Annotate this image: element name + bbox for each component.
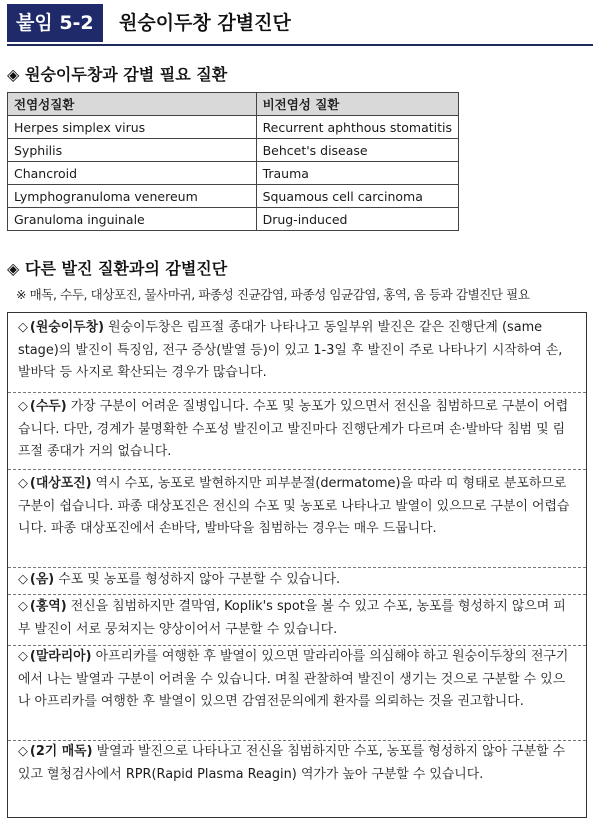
hollow-diamond-icon: ◇ <box>18 476 28 491</box>
list-item <box>18 646 576 714</box>
list-item <box>18 596 576 641</box>
item-text: 가장 구분이 어려운 질병입니다. 수포 및 농포가 있으면서 전신을 침범하므로 구분이 어렵습니다. 다만, 경계가 불명확한 수포성 발진이고 발진마다 진행단계가 다르며 손·발바닥 침범 및 림프절 종대가 거의 없습니다. <box>18 399 569 460</box>
item-term: (홍역) <box>29 599 67 614</box>
item-text: 원숭이두창은 림프절 종대가 나타나고 동일부위 발진은 같은 진행단계 (same stage)의 발진이 특징임, 전구 증상(발열 등)이 있고 1-3일 후 발진이 주로 나타나기 시작하여 손, 발바닥 등 사지로 확산되는 경우가 많습니다. <box>18 320 563 381</box>
item-term: (2기 매독) <box>29 744 93 759</box>
hollow-diamond-icon: ◇ <box>18 649 28 664</box>
item-text: 발열과 발진으로 나타나고 전신을 침범하지만 수포, 농포를 형성하지 않아 구분할 수 있고 혈청검사에서 RPR(Rapid Plasma Reagin) 역가가 높아 구분할 수 있습니다. <box>18 744 566 782</box>
section1-heading-text: 원숭이두창과 감별 필요 질환 <box>25 65 228 84</box>
diamond-marker-icon: ◈ <box>7 65 20 84</box>
list-item <box>18 741 576 786</box>
table-cell: Lymphogranuloma venereum <box>8 185 257 208</box>
hollow-diamond-icon: ◇ <box>18 744 28 759</box>
table-cell: Drug-induced <box>256 208 458 231</box>
table-row <box>8 116 459 139</box>
divider <box>8 567 586 568</box>
section1-heading <box>7 62 227 85</box>
diamond-marker-icon: ◈ <box>7 259 20 278</box>
table-cell: Herpes simplex virus <box>8 116 257 139</box>
item-text: 역시 수포, 농포로 발현하지만 피부분절(dermatome)을 따라 띠 형태로 분포하므로 구분이 쉽습니다. 파종 대상포진은 전신의 수포 및 농포로 나타나고 발열이 있으므로 구분이 어렵습니다. 파종 대상포진에서 손바닥, 발바닥을 침범하는 경우는 매우 드뭅니다. <box>18 476 570 537</box>
table-cell: Chancroid <box>8 162 257 185</box>
hollow-diamond-icon: ◇ <box>18 572 28 587</box>
list-item <box>18 569 576 592</box>
differential-description-box <box>7 312 587 818</box>
column-header-infectious: 전염성질환 <box>8 93 257 116</box>
table-cell: Recurrent aphthous stomatitis <box>256 116 458 139</box>
table-cell: Granuloma inguinale <box>8 208 257 231</box>
hollow-diamond-icon: ◇ <box>18 320 28 335</box>
page-title: 원숭이두창 감별진단 <box>119 12 291 34</box>
item-term: (말라리아) <box>29 649 92 664</box>
hollow-diamond-icon: ◇ <box>18 599 28 614</box>
item-term: (원숭이두창) <box>29 320 104 335</box>
table-cell: Behcet's disease <box>256 139 458 162</box>
table-header-row <box>8 93 459 116</box>
document-header <box>7 4 593 46</box>
list-item <box>18 396 576 464</box>
hollow-diamond-icon: ◇ <box>18 399 28 414</box>
section2-heading-text: 다른 발진 질환과의 감별진단 <box>25 259 228 278</box>
differential-disease-table <box>7 92 459 231</box>
item-text: 전신을 침범하지만 결막염, Koplik's spot을 볼 수 있고 수포, 농포를 형성하지 않으며 피부 발진이 서로 뭉쳐지는 양상이어서 구분할 수 있습니다. <box>18 599 566 637</box>
table-cell: Trauma <box>256 162 458 185</box>
item-term: (옴) <box>29 572 55 587</box>
column-header-noninfectious: 비전염성 질환 <box>256 93 458 116</box>
item-text: 수포 및 농포를 형성하지 않아 구분할 수 있습니다. <box>54 572 341 587</box>
item-term: (대상포진) <box>29 476 92 491</box>
section2-heading <box>7 256 227 279</box>
table-row <box>8 185 459 208</box>
table-cell: Squamous cell carcinoma <box>256 185 458 208</box>
list-item <box>18 317 576 385</box>
reference-note: ※ 매독, 수두, 대상포진, 물사마귀, 파종성 진균감염, 파종성 임균감염, 홍역, 옴 등과 감별진단 필요 <box>16 287 530 302</box>
divider <box>8 469 586 470</box>
table-row <box>8 139 459 162</box>
table-row <box>8 162 459 185</box>
table-cell: Syphilis <box>8 139 257 162</box>
item-text: 아프리카를 여행한 후 발열이 있으면 말라리아를 의심해야 하고 원숭이두창의 전구기에서 나는 발열과 구분이 어려울 수 있습니다. 며칠 관찰하여 발진이 생기는 것으로 구분할 수 있으나 아프리카를 여행한 후 발열이 있으면 감염전문의에게 환자를 의뢰하는 것을 권고합니다. <box>18 649 569 710</box>
divider <box>8 594 586 595</box>
appendix-badge: 붙임 5-2 <box>7 4 103 42</box>
item-term: (수두) <box>29 399 67 414</box>
divider <box>8 392 586 393</box>
list-item <box>18 473 576 541</box>
table-row <box>8 208 459 231</box>
